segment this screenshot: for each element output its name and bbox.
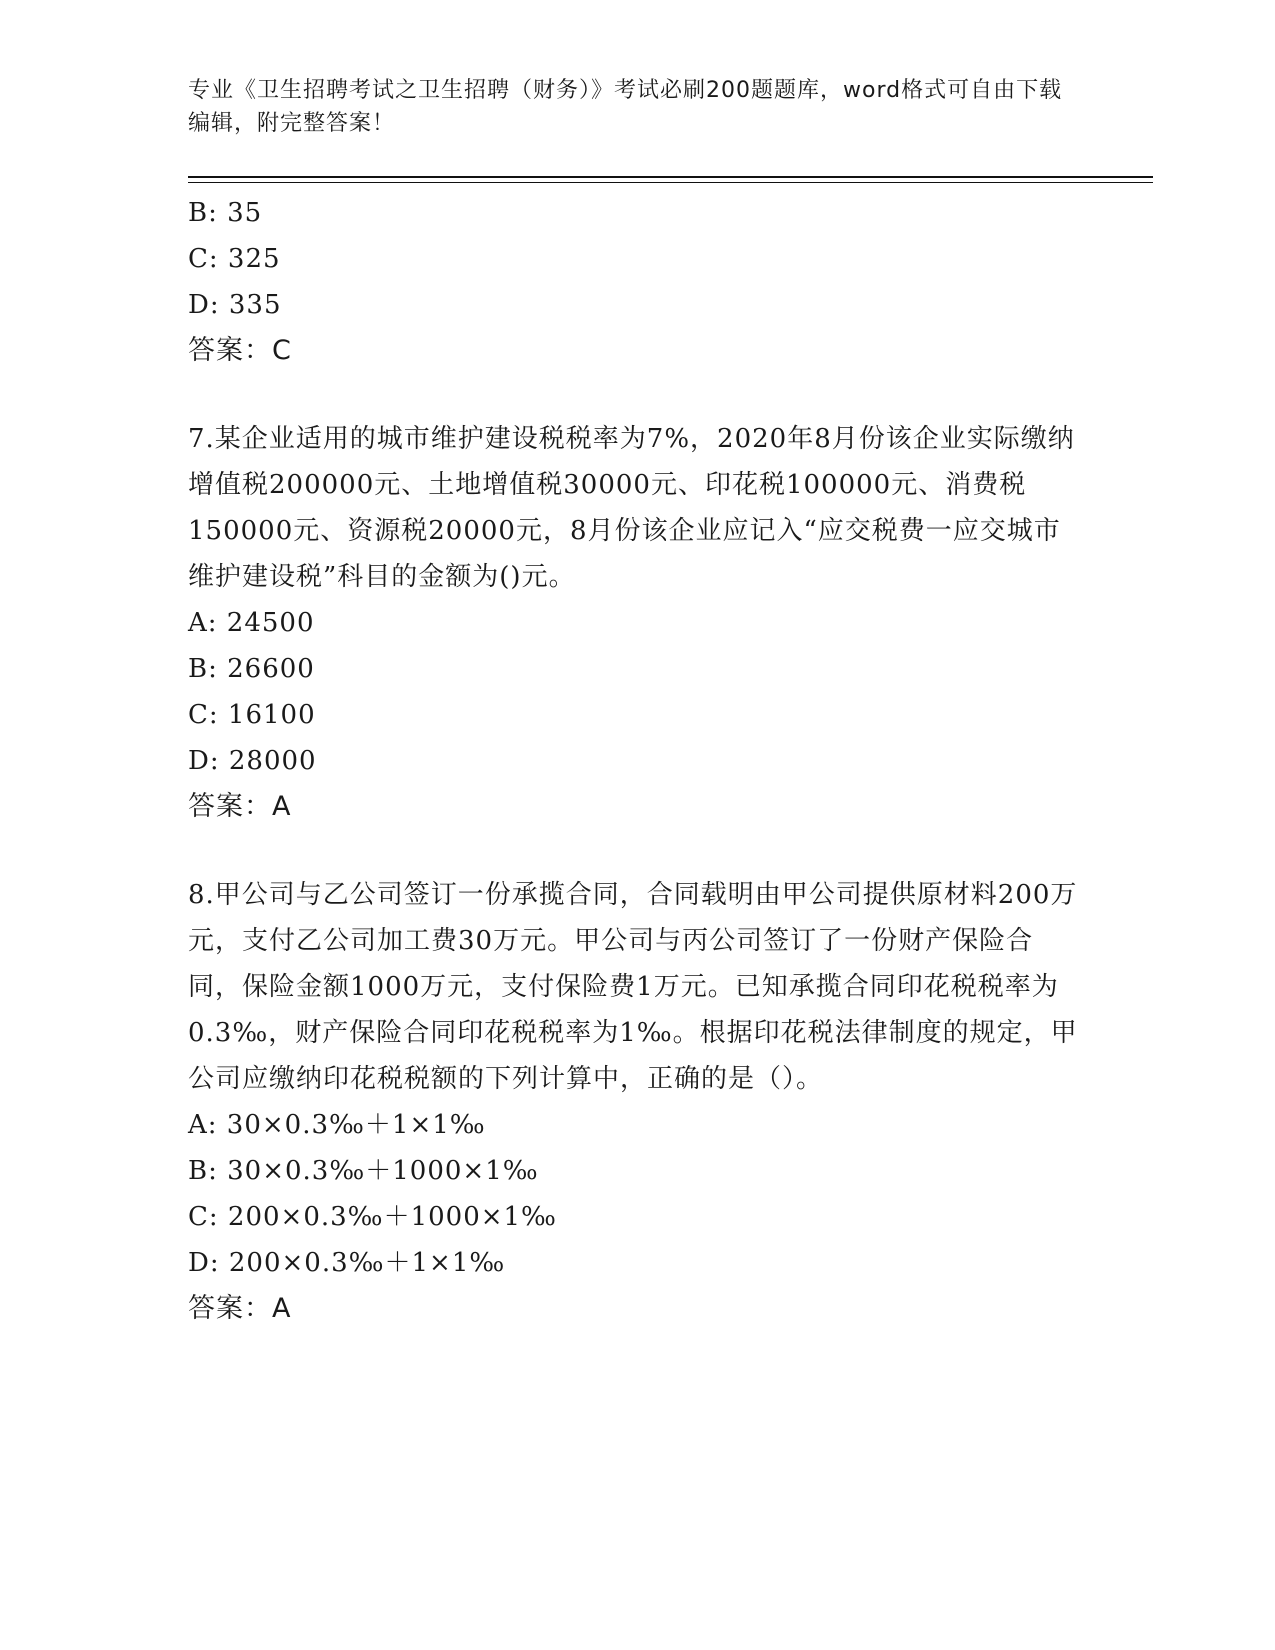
option-d: D: 335 <box>188 290 282 320</box>
document-header: 专业《卫生招聘考试之卫生招聘（财务）》考试必刷200题题库，word格式可自由下载编辑，附完整答案！ <box>188 78 1063 136</box>
option-a: A: 30×0.3‰＋1×1‰ <box>188 1110 486 1140</box>
option-b: B: 26600 <box>188 654 315 684</box>
option-c: C: 16100 <box>188 700 316 730</box>
question-content <box>188 190 1078 1332</box>
answer-line: 答案：C <box>188 335 292 366</box>
question-8 <box>188 872 1078 1332</box>
answer-line: 答案：A <box>188 1293 292 1324</box>
option-b: B: 35 <box>188 198 263 228</box>
option-d: D: 28000 <box>188 746 317 776</box>
question-text: 7.某企业适用的城市维护建设税税率为7%，2020年8月份该企业实际缴纳增值税200000元、土地增值税30000元、印花税100000元、消费税150000元、资源税20000元，8月份该企业应记入“应交税费一应交城市维护建设税”科目的金额为()元。 <box>188 424 1075 592</box>
question-6-tail <box>188 190 1078 374</box>
question-7 <box>188 416 1078 830</box>
option-c: C: 200×0.3‰＋1000×1‰ <box>188 1202 557 1232</box>
option-d: D: 200×0.3‰＋1×1‰ <box>188 1248 506 1278</box>
option-a: A: 24500 <box>188 608 315 638</box>
option-c: C: 325 <box>188 244 281 274</box>
question-text: 8.甲公司与乙公司签订一份承揽合同，合同载明由甲公司提供原材料200万元，支付乙公司加工费30万元。甲公司与丙公司签订了一份财产保险合同，保险金额1000万元，支付保险费1万元。已知承揽合同印花税税率为0.3‰，财产保险合同印花税税率为1‰。根据印花税法律制度的规定，甲公司应缴纳印花税税额的下列计算中，正确的是（）。 <box>188 880 1078 1094</box>
option-b: B: 30×0.3‰＋1000×1‰ <box>188 1156 539 1186</box>
header-rule-thick <box>188 176 1153 178</box>
answer-line: 答案：A <box>188 791 292 822</box>
header-rule-thin <box>188 182 1153 183</box>
